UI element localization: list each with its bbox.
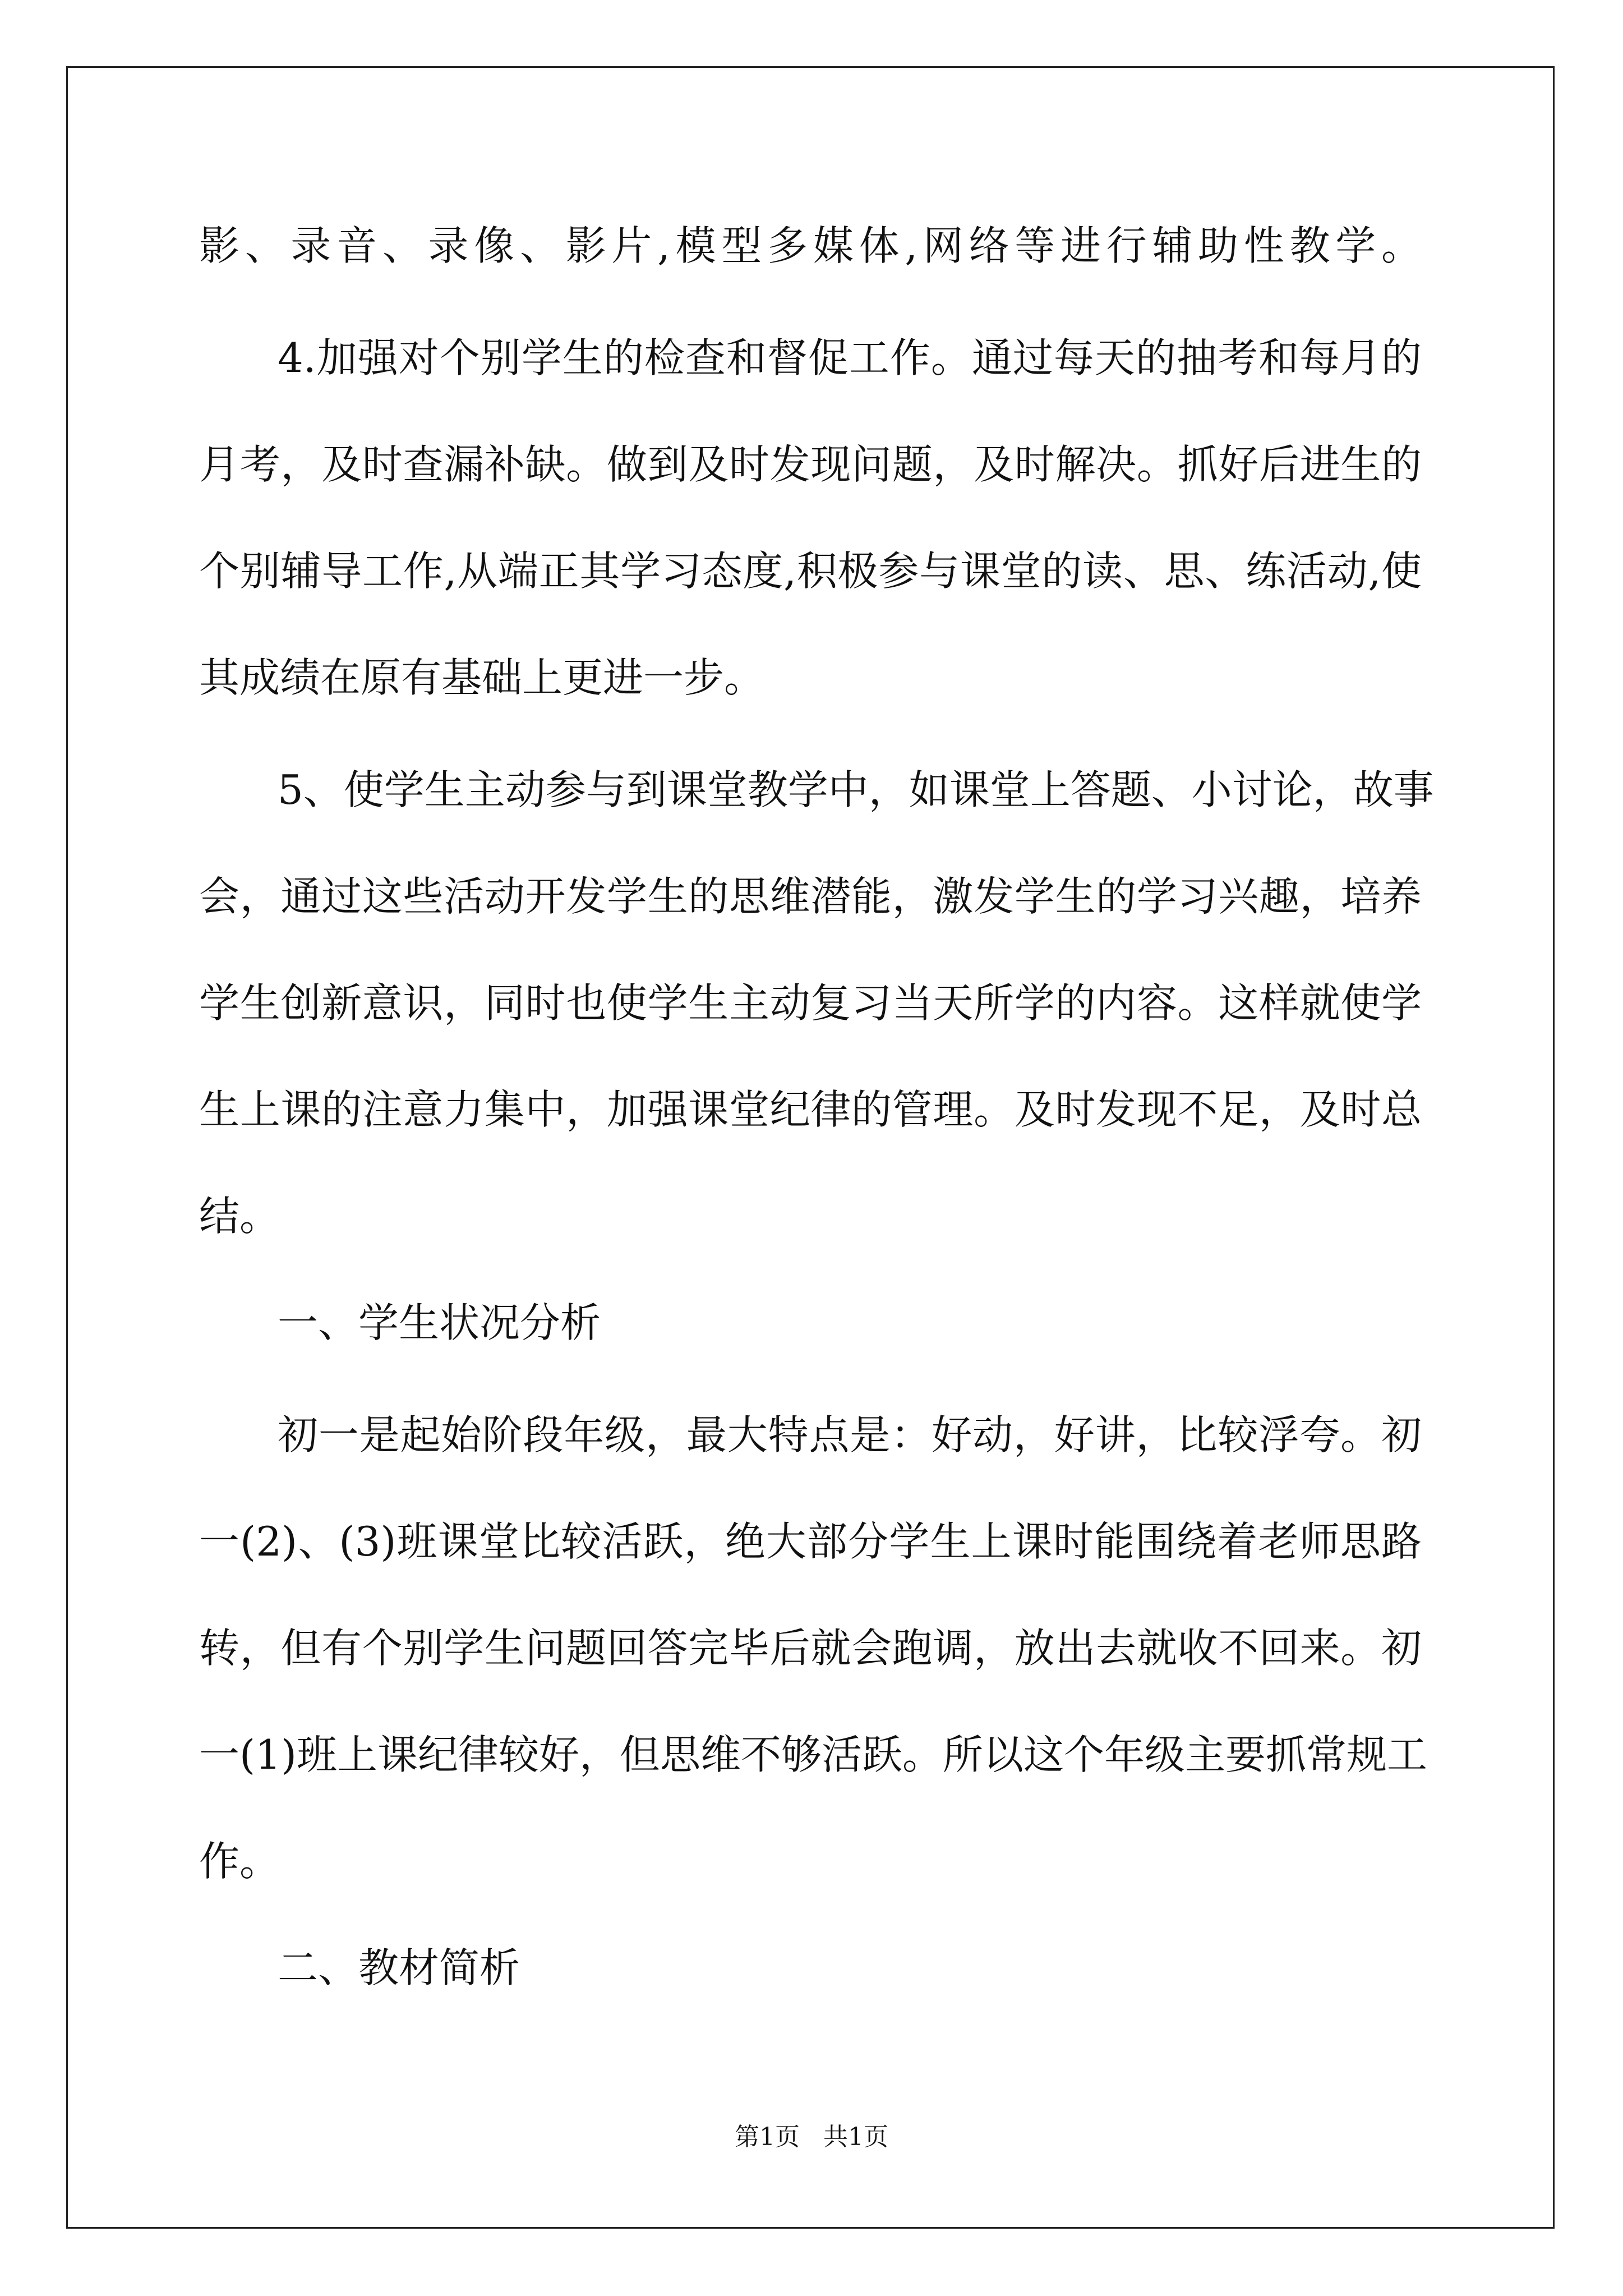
text-line-12: 初一是起始阶段年级，最大特点是：好动，好讲，比较浮夸。初 (278, 1411, 1422, 1458)
page-border (66, 66, 1555, 2229)
text-line-9: 生上课的注意力集中，加强课堂纪律的管理。及时发现不足，及时总 (199, 1086, 1422, 1133)
text-line-3: 月考，及时查漏补缺。做到及时发现问题，及时解决。抓好后进生的 (199, 441, 1422, 488)
section-heading-1: 一、学生状况分析 (278, 1299, 601, 1346)
text-line-15: 一(1)班上课纪律较好，但思维不够活跃。所以这个年级主要抓常规工 (199, 1731, 1427, 1778)
text-line-13: 一(2)、(3)班课堂比较活跃，绝大部分学生上课时能围绕着老师思路 (199, 1518, 1422, 1565)
page-footer: 第1页 共1页 (735, 2123, 888, 2151)
text-line-5: 其成绩在原有基础上更进一步。 (199, 654, 765, 701)
text-line-6: 5、使学生主动参与到课堂教学中，如课堂上答题、小讨论，故事 (278, 766, 1434, 813)
text-line-2: 4.加强对个别学生的检查和督促工作。通过每天的抽考和每月的 (278, 334, 1422, 381)
text-line-4: 个别辅导工作,从端正其学习态度,积极参与课堂的读、思、练活动,使 (199, 547, 1422, 595)
text-line-7: 会，通过这些活动开发学生的思维潜能，激发学生的学习兴趣，培养 (199, 873, 1422, 920)
text-line-8: 学生创新意识，同时也使学生主动复习当天所学的内容。这样就使学 (199, 979, 1422, 1027)
text-line-16: 作。 (199, 1838, 280, 1885)
section-heading-2: 二、教材简析 (278, 1944, 520, 1991)
text-line-1: 影、录音、录像、影片,模型多媒体,网络等进行辅助性教学。 (199, 222, 1422, 269)
text-line-10: 结。 (199, 1193, 280, 1240)
text-line-14: 转，但有个别学生问题回答完毕后就会跑调，放出去就收不回来。初 (199, 1625, 1422, 1672)
